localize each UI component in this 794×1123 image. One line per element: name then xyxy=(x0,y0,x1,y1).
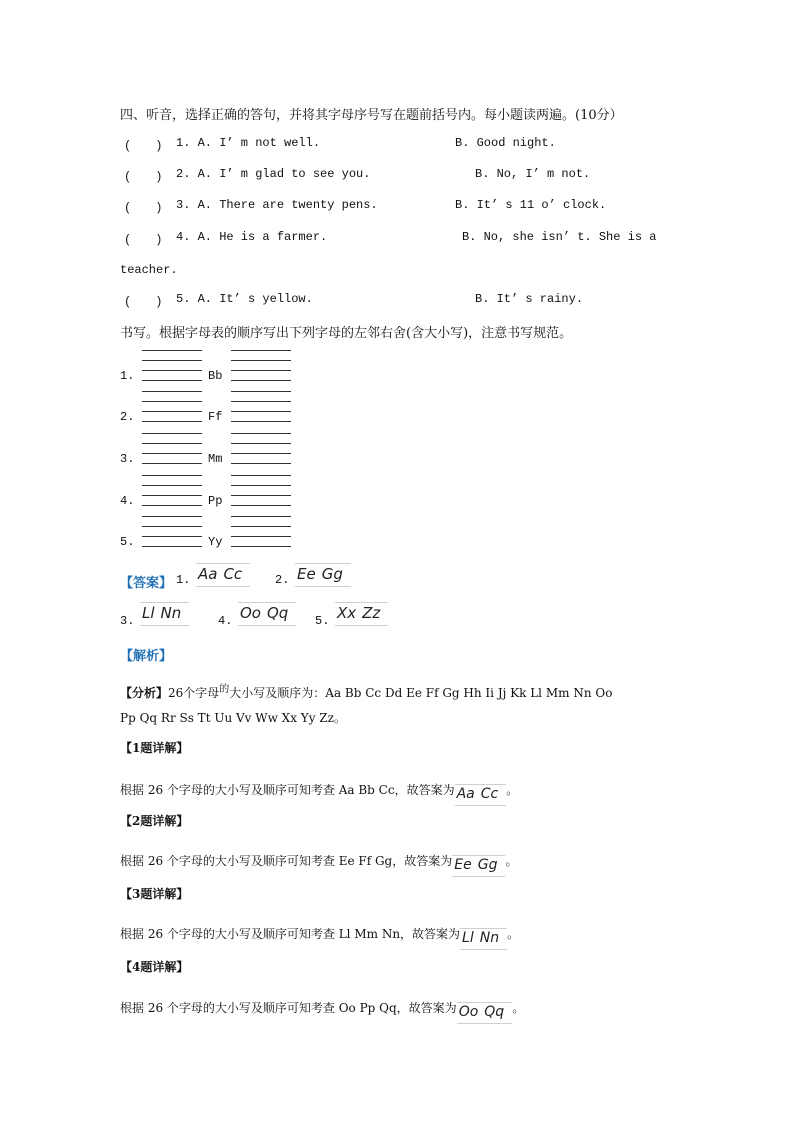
period: 。 xyxy=(505,854,518,868)
question-1-paren[interactable]: ( ) xyxy=(124,139,163,153)
right-letters: Nn xyxy=(479,930,500,946)
fenxi-label: 【分析】 xyxy=(120,686,169,700)
answer-3-number: 3. xyxy=(120,614,135,628)
row-number: 4. xyxy=(120,494,135,508)
period: 。 xyxy=(506,783,519,797)
left-letters: Oo xyxy=(458,1004,479,1020)
question-4-option-a: 4. A. He is a farmer. xyxy=(176,230,328,244)
fenxi-text-b: 大小写及顺序为：Aa Bb Cc Dd Ee Ff Gg Hh Ii Jj Kk Ll Mm Nn Oo xyxy=(229,686,613,700)
answer-5-handwriting xyxy=(335,602,388,626)
fenxi-de: 的 xyxy=(219,684,230,695)
detail-text: 根据 26 个字母的大小写及顺序可知考查 Ll Mm Nn，故答案为 xyxy=(120,927,461,941)
fenxi-line-2: Pp Qq Rr Ss Tt Uu Vv Ww Xx Yy Zz。 xyxy=(120,711,346,725)
right-writing-lines[interactable] xyxy=(231,516,291,548)
question-2-paren[interactable]: ( ) xyxy=(124,170,163,184)
question-4-continuation: teacher. xyxy=(120,263,178,277)
detail-text: 根据 26 个字母的大小写及顺序可知考查 Oo Pp Qq，故答案为 xyxy=(120,1001,457,1015)
detail-2-label: 【2题详解】 xyxy=(120,814,189,828)
row-number: 3. xyxy=(120,452,135,466)
answer-1-number: 1. xyxy=(176,573,191,587)
detail-text: 根据 26 个字母的大小写及顺序可知考查 Ee Ff Gg，故答案为 xyxy=(120,854,453,868)
period: 。 xyxy=(507,927,520,941)
question-3-paren[interactable]: ( ) xyxy=(124,201,163,215)
detail-text: 根据 26 个字母的大小写及顺序可知考查 Aa Bb Cc，故答案为 xyxy=(120,783,455,797)
right-writing-lines[interactable] xyxy=(231,391,291,423)
row-number: 5. xyxy=(120,535,135,549)
fenxi-line-1 xyxy=(120,680,612,701)
left-writing-lines[interactable] xyxy=(142,350,202,382)
question-5-paren[interactable]: ( ) xyxy=(124,295,163,309)
left-letters: Ll xyxy=(462,930,474,946)
detail-2-text xyxy=(120,851,517,873)
detail-4-text xyxy=(120,998,524,1020)
given-letter: Bb xyxy=(208,369,223,383)
detail-3-label: 【3题详解】 xyxy=(120,887,189,901)
question-4-paren[interactable]: ( ) xyxy=(124,233,163,247)
detail-1-label: 【1题详解】 xyxy=(120,741,189,755)
right-letters: Qq xyxy=(484,1004,505,1020)
answer-1-handwriting xyxy=(196,563,250,587)
right-letters: Cc xyxy=(223,565,243,583)
right-writing-lines[interactable] xyxy=(231,433,291,465)
detail-4-label: 【4题详解】 xyxy=(120,960,189,974)
fenxi-text-a: 26个字母 xyxy=(168,686,220,700)
left-letters: Aa xyxy=(456,786,475,802)
question-2-option-a: 2. A. I’ m glad to see you. xyxy=(176,167,371,181)
question-2-option-b: B. No, I’ m not. xyxy=(475,167,591,181)
period: 。 xyxy=(512,1001,525,1015)
right-writing-lines[interactable] xyxy=(231,475,291,507)
question-5-option-b: B. It’ s rainy. xyxy=(475,292,584,306)
answer-2-handwriting xyxy=(295,563,351,587)
right-letters: Qq xyxy=(266,604,289,622)
given-letter: Yy xyxy=(208,535,223,549)
right-letters: Zz xyxy=(362,604,381,622)
detail-handwriting xyxy=(457,1002,513,1024)
answer-4-handwriting xyxy=(238,602,296,626)
left-letters: Oo xyxy=(240,604,261,622)
question-1-option-b: B. Good night. xyxy=(455,136,556,150)
writing-title: 书写。根据字母表的顺序写出下列字母的左邻右舍(含大小写)，注意书写规范。 xyxy=(120,326,573,341)
question-5-option-a: 5. A. It’ s yellow. xyxy=(176,292,313,306)
given-letter: Mm xyxy=(208,452,223,466)
detail-handwriting xyxy=(452,855,505,877)
answer-3-handwriting xyxy=(140,602,189,626)
right-letters: Gg xyxy=(477,857,498,873)
row-number: 1. xyxy=(120,369,135,383)
right-writing-lines[interactable] xyxy=(231,350,291,382)
left-letters: Ee xyxy=(454,857,472,873)
detail-1-text xyxy=(120,780,518,802)
right-letters: Nn xyxy=(160,604,182,622)
left-letters: Aa xyxy=(198,565,218,583)
left-writing-lines[interactable] xyxy=(142,391,202,423)
right-letters: Gg xyxy=(321,565,343,583)
left-writing-lines[interactable] xyxy=(142,433,202,465)
left-writing-lines[interactable] xyxy=(142,516,202,548)
row-number: 2. xyxy=(120,410,135,424)
answer-2-number: 2. xyxy=(275,573,290,587)
answer-label: 【答案】 xyxy=(120,576,173,591)
question-3-option-a: 3. A. There are twenty pens. xyxy=(176,198,378,212)
answer-5-number: 5. xyxy=(315,614,330,628)
left-letters: Xx xyxy=(337,604,357,622)
detail-3-text xyxy=(120,924,519,946)
question-1-option-a: 1. A. I’ m not well. xyxy=(176,136,321,150)
given-letter: Ff xyxy=(208,410,223,424)
detail-handwriting xyxy=(460,928,507,950)
answer-4-number: 4. xyxy=(218,614,233,628)
detail-handwriting xyxy=(455,784,507,806)
question-3-option-b: B. It’ s 11 o’ clock. xyxy=(455,198,607,212)
left-letters: Ee xyxy=(297,565,316,583)
section4-title: 四、听音，选择正确的答句，并将其字母序号写在题前括号内。每小题读两遍。(10分） xyxy=(120,108,623,123)
analysis-label: 【解析】 xyxy=(120,649,173,664)
question-4-option-b: B. No, she isn’ t. She is a xyxy=(462,230,657,244)
right-letters: Cc xyxy=(480,786,499,802)
left-writing-lines[interactable] xyxy=(142,475,202,507)
left-letters: Ll xyxy=(142,604,155,622)
given-letter: Pp xyxy=(208,494,223,508)
